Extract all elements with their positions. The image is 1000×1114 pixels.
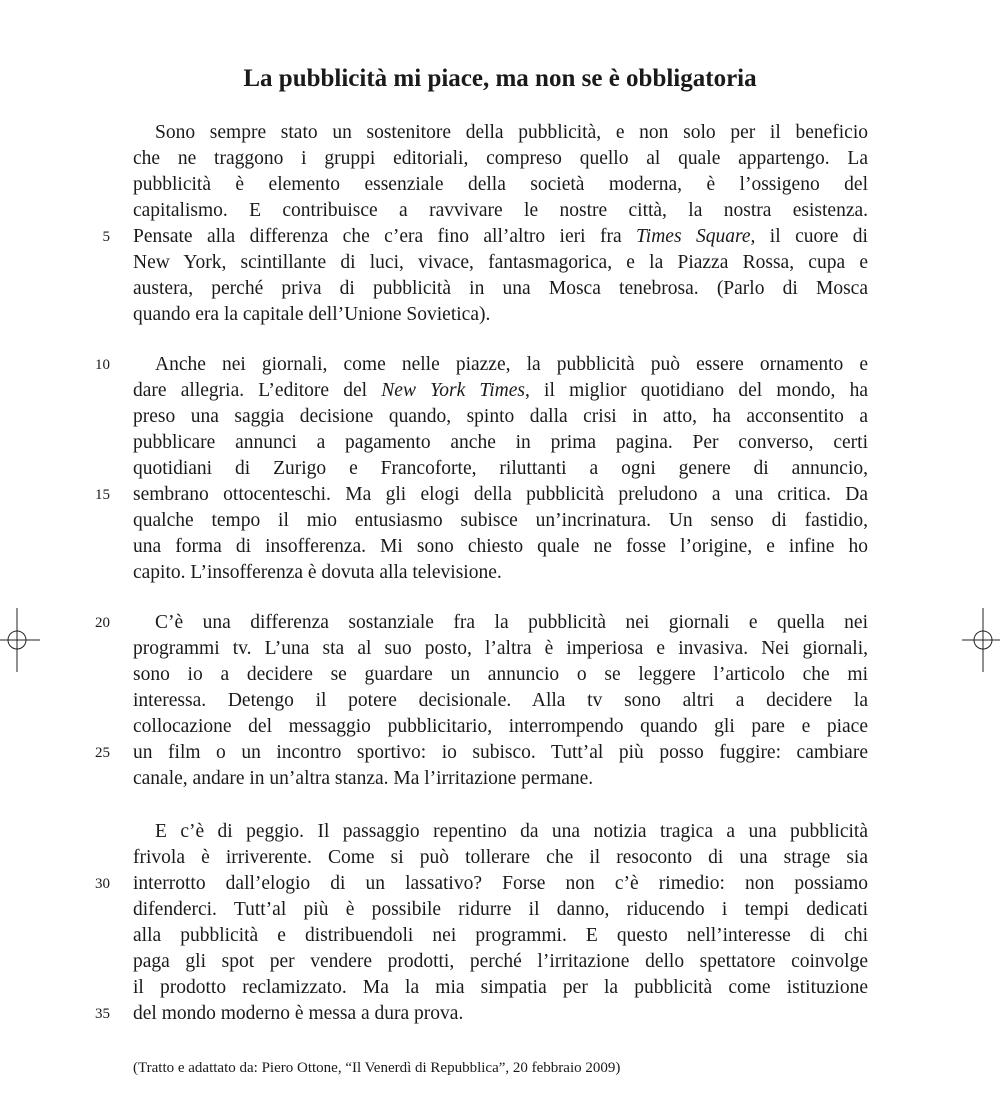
text-segment: , il miglior quotidiano del mondo, ha <box>524 380 868 401</box>
text-line: Anche nei giornali, come nelle piazze, la pubblicità può essere ornamento e <box>155 354 868 375</box>
line-number: 20 <box>95 615 110 631</box>
text-line: qualche tempo il mio entusiasmo subisce un’incrinatura. Un senso di fastidio, <box>133 510 868 531</box>
text-line: che ne traggono i gruppi editoriali, compreso quello al quale appartengo. La <box>133 148 868 169</box>
text-line: New York, scintillante di luci, vivace, fantasmagorica, e la Piazza Rossa, cupa e <box>133 252 868 273</box>
text-line: del mondo moderno è messa a dura prova. <box>133 1003 464 1024</box>
text-line: quando era la capitale dell’Unione Sovietica). <box>133 304 491 325</box>
italic-title: New York Times <box>381 380 525 401</box>
line-number: 5 <box>102 229 110 245</box>
text-line: una forma di insofferenza. Mi sono chiesto quale ne fosse l’origine, e infine ho <box>133 536 868 557</box>
crop-mark-right-icon <box>962 608 1000 672</box>
crop-mark-left-icon <box>0 608 40 672</box>
text-line: sembrano ottocenteschi. Ma gli elogi della pubblicità preludono a una critica. Da <box>133 484 868 505</box>
text-line: capitalismo. E contribuisce a ravvivare le nostre città, la nostra esistenza. <box>133 200 868 221</box>
line-number: 10 <box>95 357 110 373</box>
text-line: un film o un incontro sportivo: io subisco. Tutt’al più posso fuggire: cambiare <box>133 742 868 763</box>
text-line: interrotto dall’elogio di un lassativo? Forse non c’è rimedio: non possiamo <box>133 873 868 894</box>
text-line: pubblicità è elemento essenziale della società moderna, è l’ossigeno del <box>133 174 868 195</box>
text-line: paga gli spot per vendere prodotti, perché l’irritazione dello spettatore coinvolge <box>133 951 868 972</box>
source-citation: (Tratto e adattato da: Piero Ottone, “Il Venerdì di Repubblica”, 20 febbraio 2009) <box>133 1060 621 1076</box>
text-line: canale, andare in un’altra stanza. Ma l’irritazione permane. <box>133 768 594 789</box>
text-line <box>133 224 868 250</box>
text-line: austera, perché priva di pubblicità in una Mosca tenebrosa. (Parlo di Mosca <box>133 278 868 299</box>
text-line: quotidiani di Zurigo e Francoforte, riluttanti a ogni genere di annuncio, <box>133 458 868 479</box>
text-line: sono io a decidere se guardare un annuncio o se leggere l’articolo che mi <box>133 664 868 685</box>
text-line: interessa. Detengo il potere decisionale. Alla tv sono altri a decidere la <box>133 690 868 711</box>
text-line: preso una saggia decisione quando, spinto dalla crisi in atto, ha acconsentito a <box>133 406 868 427</box>
text-line: frivola è irriverente. Come si può tollerare che il resoconto di una strage sia <box>133 847 868 868</box>
document-title: La pubblicità mi piace, ma non se è obbligatoria <box>243 65 757 92</box>
line-number: 35 <box>95 1006 110 1022</box>
line-number: 25 <box>95 745 110 761</box>
text-line: C’è una differenza sostanziale fra la pubblicità nei giornali e quella nei <box>155 612 868 633</box>
text-line: collocazione del messaggio pubblicitario, interrompendo quando gli pare e piace <box>133 716 868 737</box>
italic-title: Times Square, <box>636 226 756 247</box>
text-line: programmi tv. L’una sta al suo posto, l’altra è imperiosa e invasiva. Nei giornali, <box>133 638 868 659</box>
text-segment: il cuore di <box>755 226 868 247</box>
text-line: E c’è di peggio. Il passaggio repentino da una notizia tragica a una pubblicità <box>155 821 868 842</box>
text-line: capito. L’insofferenza è dovuta alla televisione. <box>133 562 502 583</box>
line-number: 15 <box>95 487 110 503</box>
line-number: 30 <box>95 876 110 892</box>
text-line: pubblicare annunci a pagamento anche in prima pagina. Per converso, certi <box>133 432 868 453</box>
text-segment: Pensate alla differenza che c’era fino all’altro ieri fra <box>133 226 637 247</box>
text-line: alla pubblicità e distribuendoli nei programmi. E questo nell’interesse di chi <box>133 925 868 946</box>
text-line: il prodotto reclamizzato. Ma la mia simpatia per la pubblicità come istituzione <box>133 977 868 998</box>
text-line: Sono sempre stato un sostenitore della pubblicità, e non solo per il beneficio <box>155 122 868 143</box>
text-segment: dare allegria. L’editore del <box>133 380 382 401</box>
text-line <box>133 378 868 404</box>
text-line: difenderci. Tutt’al più è possibile ridurre il danno, riducendo i tempi dedicati <box>133 899 868 920</box>
